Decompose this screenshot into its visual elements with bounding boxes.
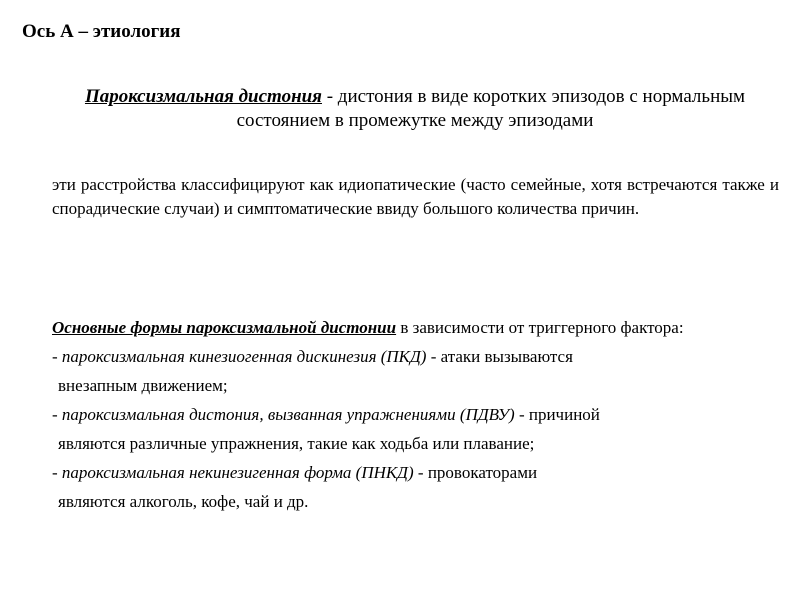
form-continuation: являются алкоголь, кофе, чай и др. [58,492,309,511]
form-item-line [52,400,780,429]
page-title: Ось А – этиология [22,21,181,42]
list-dash: - [52,405,62,424]
forms-section [52,313,780,516]
form-item-line [52,458,780,487]
form-continuation: внезапным движением; [58,376,228,395]
form-name: пароксизмальная некинезигенная форма (ПНКД) [61,463,414,482]
forms-heading-term: Основные формы пароксизмальной дистонии [52,318,397,337]
definition-term: Пароксизмальная дистония [84,86,322,107]
form-continuation: являются различные упражнения, такие как ходьба или плавание; [58,434,535,453]
list-dash: - [52,463,62,482]
forms-heading [52,313,780,342]
list-item [52,400,780,458]
list-item [52,342,780,400]
form-name: пароксизмальная кинезиогенная дискинезия (ПКД) [61,347,427,366]
form-description: - атаки вызываются [426,347,573,366]
form-name: пароксизмальная дистония, вызванная упражнениями (ПДВУ) [61,405,515,424]
list-item [52,458,780,516]
forms-heading-rest: в зависимости от триггерного фактора: [396,318,684,337]
form-description: - провокаторами [413,463,538,482]
form-description: - причиной [514,405,600,424]
classification-paragraph: эти расстройства классифицируют как идиопатические (часто семейные, хотя встречаются также и спорадические случаи) и симптоматические ввиду большого количества причин. [52,175,779,218]
definition-paragraph [50,85,780,133]
list-dash: - [52,347,62,366]
form-item-line [52,342,780,371]
definition-text: - дистония в виде коротких эпизодов с нормальным состоянием в промежутке между эпизодами [236,86,746,131]
